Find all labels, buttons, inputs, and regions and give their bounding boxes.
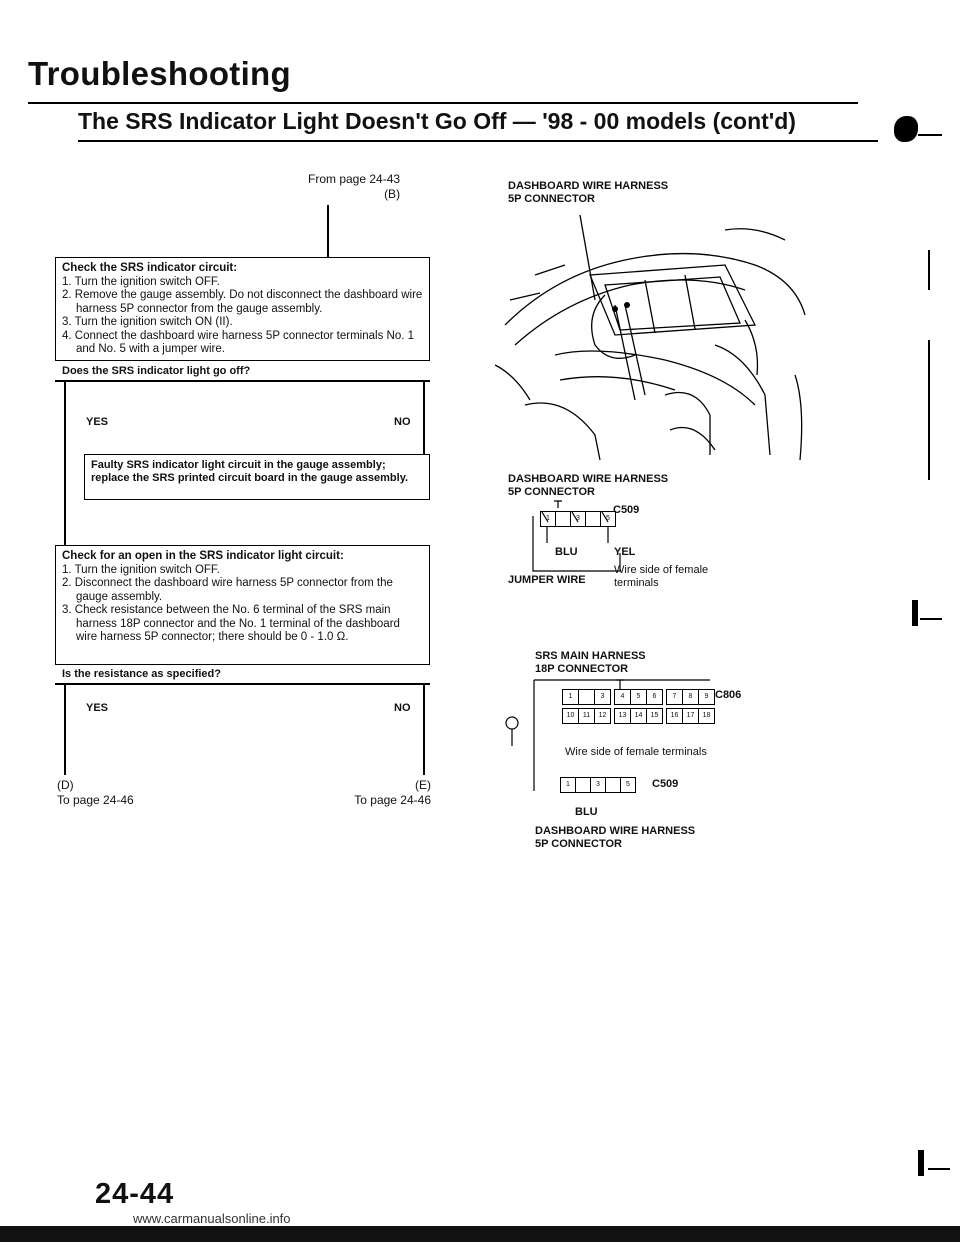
title-rule <box>28 102 858 104</box>
box3-title: Check for an open in the SRS indicator light circuit: <box>62 550 344 562</box>
page-title: Troubleshooting <box>28 55 291 92</box>
terminal-5: 5 <box>620 777 636 793</box>
check-indicator-circuit-box <box>55 257 430 361</box>
terminal-1: 1 <box>540 511 556 527</box>
srs-main-harness-label: SRS MAIN HARNESS 18P CONNECTOR <box>535 650 646 675</box>
subtitle-rule <box>78 140 878 142</box>
jumper-wire-label: JUMPER WIRE <box>508 574 586 586</box>
binding-mark-icon <box>894 116 918 142</box>
terminal-empty <box>578 689 595 705</box>
c806-label: C806 <box>715 689 742 701</box>
from-page-text: From page 24-43 <box>308 172 401 186</box>
question-rule <box>55 380 430 382</box>
terminal-13: 13 <box>614 708 631 724</box>
dashboard-5p-connector-bottom <box>560 777 640 797</box>
bottom-connector-label: DASHBOARD WIRE HARNESS 5P CONNECTOR <box>535 825 696 850</box>
flow-line <box>64 382 66 562</box>
edge-tick <box>918 134 942 136</box>
terminal-1: 1 <box>560 777 576 793</box>
edge-tick <box>920 618 942 620</box>
edge-tick <box>928 1168 950 1170</box>
question-light-off: Does the SRS indicator light go off? <box>62 365 251 377</box>
terminal-12: 12 <box>594 708 611 724</box>
question-resistance: Is the resistance as specified? <box>62 668 221 680</box>
terminal-18: 18 <box>698 708 715 724</box>
terminal-7: 7 <box>666 689 683 705</box>
question-rule <box>55 683 430 685</box>
box3-step: 3. Check resistance between the No. 6 terminal of the SRS main harness 18P connector and the No. 1 terminal of the dashboard wire harness 5P connector; there should be 0 - 1.0 Ω. <box>62 604 400 643</box>
out-ref-e <box>339 778 431 808</box>
flow-line <box>327 205 329 258</box>
wire-side-note-2: Wire side of female terminals <box>565 746 707 758</box>
watermark: www.carmanualsonline.info <box>133 1211 291 1226</box>
terminal-15: 15 <box>646 708 663 724</box>
page-number: 24-44 <box>95 1178 175 1210</box>
terminal-11: 11 <box>578 708 595 724</box>
box1-step: 4. Connect the dashboard wire harness 5P connector terminals No. 1 and No. 5 with a jumper wire. <box>62 329 415 355</box>
out-e-page: To page 24-46 <box>354 793 431 807</box>
edge-mark <box>918 1150 924 1176</box>
out-ref-d <box>57 778 134 808</box>
from-page-ref <box>308 172 400 202</box>
terminal-5: 5 <box>600 511 616 527</box>
flow-line <box>64 685 66 775</box>
check-open-circuit-box <box>55 545 430 665</box>
blu-label-2: BLU <box>575 806 598 818</box>
box1-step: 2. Remove the gauge assembly. Do not disconnect the dashboard wire harness 5P connector from the gauge assembly. <box>62 289 423 315</box>
blu-label: BLU <box>555 546 578 558</box>
yes-label: YES <box>86 416 109 428</box>
no-label: NO <box>394 702 411 714</box>
box3-step: 1. Turn the ignition switch OFF. <box>62 563 220 576</box>
wire-side-note: Wire side of female terminals <box>614 564 709 589</box>
out-d-page: To page 24-46 <box>57 793 134 807</box>
terminal-empty <box>605 777 621 793</box>
top-connector-label: DASHBOARD WIRE HARNESS 5P CONNECTOR <box>508 180 669 205</box>
terminal-3: 3 <box>590 777 606 793</box>
terminal-1: 1 <box>562 689 579 705</box>
edge-mark <box>928 250 930 290</box>
c509-label: C509 <box>613 504 640 516</box>
out-d-letter: (D) <box>57 778 74 792</box>
bottom-band <box>0 1226 960 1242</box>
terminal-3: 3 <box>594 689 611 705</box>
out-e-letter: (E) <box>415 778 431 792</box>
terminal-6: 6 <box>646 689 663 705</box>
box1-step: 1. Turn the ignition switch OFF. <box>62 275 220 288</box>
flow-line <box>423 685 425 775</box>
box3-step: 2. Disconnect the dashboard wire harness 5P connector from the gauge assembly. <box>62 577 393 603</box>
terminal-8: 8 <box>682 689 699 705</box>
no-label: NO <box>394 416 411 428</box>
box1-title: Check the SRS indicator circuit: <box>62 262 238 274</box>
box1-step: 3. Turn the ignition switch ON (II). <box>62 316 233 328</box>
mid-connector-label: DASHBOARD WIRE HARNESS 5P CONNECTOR <box>508 473 669 498</box>
edge-mark <box>928 340 930 480</box>
terminal-16: 16 <box>666 708 683 724</box>
dashboard-illustration <box>495 205 815 465</box>
terminal-3: 3 <box>570 511 586 527</box>
edge-mark <box>912 600 918 626</box>
yes-label: YES <box>86 702 109 714</box>
c509-label-2: C509 <box>652 778 679 790</box>
terminal-5: 5 <box>630 689 647 705</box>
yel-label: YEL <box>614 546 636 558</box>
terminal-10: 10 <box>562 708 579 724</box>
flow-line <box>423 382 425 454</box>
from-page-letter: (B) <box>384 187 401 201</box>
terminal-empty <box>575 777 591 793</box>
terminal-4: 4 <box>614 689 631 705</box>
section-subtitle: The SRS Indicator Light Doesn't Go Off — '98 - 00 models (cont'd) <box>78 108 796 134</box>
faulty-circuit-box: Faulty SRS indicator light circuit in the gauge assembly; replace the SRS printed circuit board in the gauge assembly. <box>84 454 430 500</box>
terminal-9: 9 <box>698 689 715 705</box>
terminal-17: 17 <box>682 708 699 724</box>
terminal-14: 14 <box>630 708 647 724</box>
